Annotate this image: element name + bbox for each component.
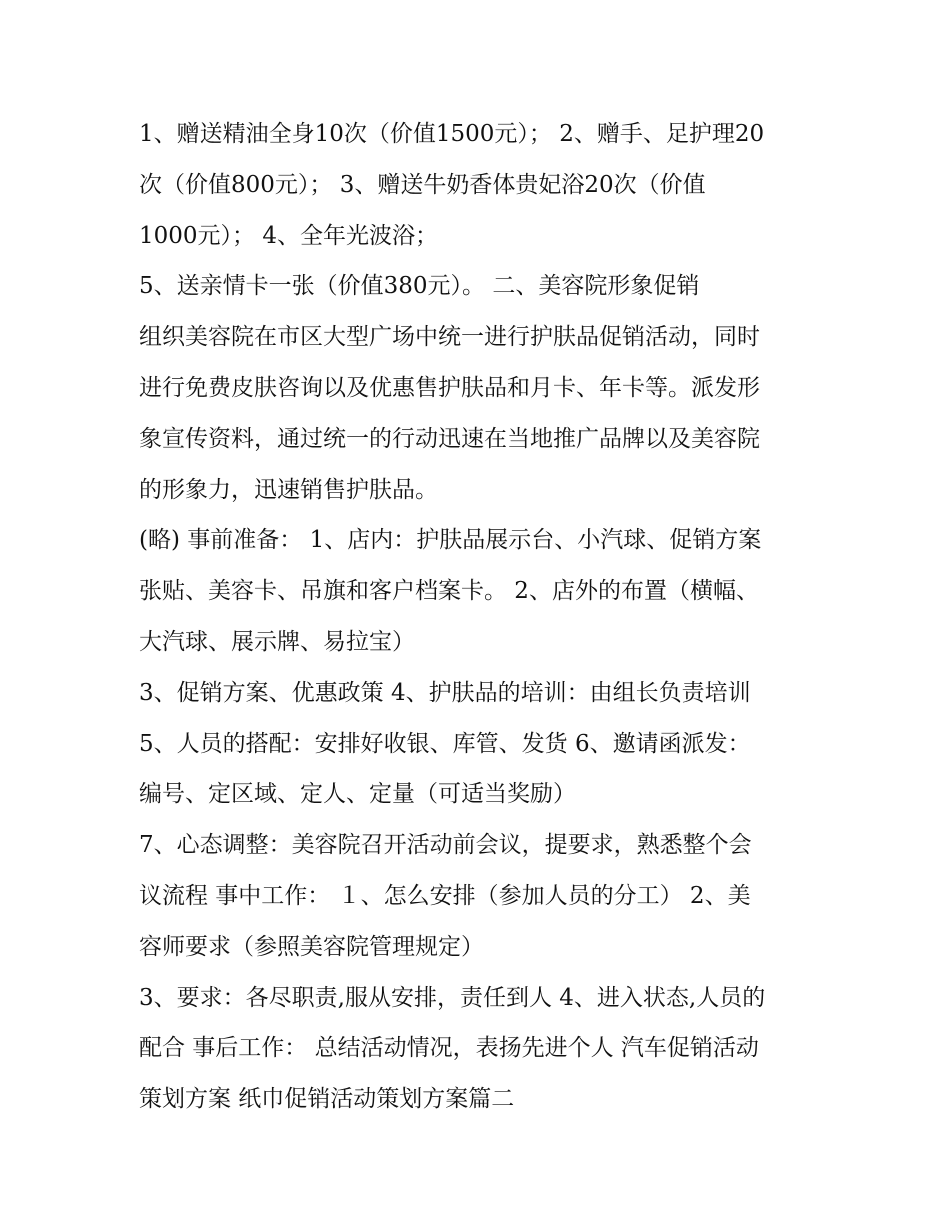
text-line-3: 1000元）； 4、全年光波浴；: [139, 222, 438, 249]
text-line-17: 容师要求（参照美容院管理规定）: [139, 933, 484, 960]
text-line-5: 组织美容院在市区大型广场中统一进行护肤品促销活动，同时: [139, 324, 760, 351]
text-line-8: 的形象力，迅速销售护肤品。: [139, 476, 438, 503]
text-line-6: 进行免费皮肤咨询以及优惠售护肤品和月卡、年卡等。派发形: [139, 374, 760, 401]
text-line-9: (略) 事前准备： 1、店内：护肤品展示台、小汽球、促销方案: [139, 527, 762, 554]
text-line-15: 7、心态调整：美容院召开活动前会议，提要求，熟悉整个会: [139, 832, 752, 859]
text-line-13: 5、人员的搭配：安排好收银、库管、发货 6、邀请函派发：: [139, 730, 751, 757]
text-line-14: 编号、定区域、定人、定量（可适当奖励）: [139, 781, 576, 808]
text-line-10: 张贴、美容卡、吊旗和客户档案卡。 2、店外的布置（横幅、: [139, 578, 759, 605]
text-line-16: 议流程 事中工作： １、怎么安排（参加人员的分工） 2、美: [139, 882, 751, 909]
text-line-11: 大汽球、展示牌、易拉宝）: [139, 628, 415, 655]
text-line-4: 5、送亲情卡一张（价值380元）。 二、美容院形象促销: [139, 273, 700, 300]
text-line-1: 1、赠送精油全身10次（价值1500元）； 2、赠手、足护理20: [139, 121, 765, 147]
text-line-18: 3、要求：各尽职责,服从安排，责任到人 4、进入状态,人员的: [139, 984, 766, 1011]
text-line-2: 次（价值800元）； 3、赠送牛奶香体贵妃浴20次（价值: [139, 171, 706, 198]
document-body: [139, 109, 819, 1125]
text-line-12: 3、促销方案、优惠政策 4、护肤品的培训：由组长负责培训: [139, 679, 751, 706]
text-line-19: 配合 事后工作： 总结活动情况，表扬先进个人 汽车促销活动: [139, 1035, 759, 1062]
text-line-7: 象宣传资料，通过统一的行动迅速在当地推广品牌以及美容院: [139, 425, 760, 452]
text-line-20: 策划方案 纸巾促销活动策划方案篇二: [139, 1086, 515, 1113]
